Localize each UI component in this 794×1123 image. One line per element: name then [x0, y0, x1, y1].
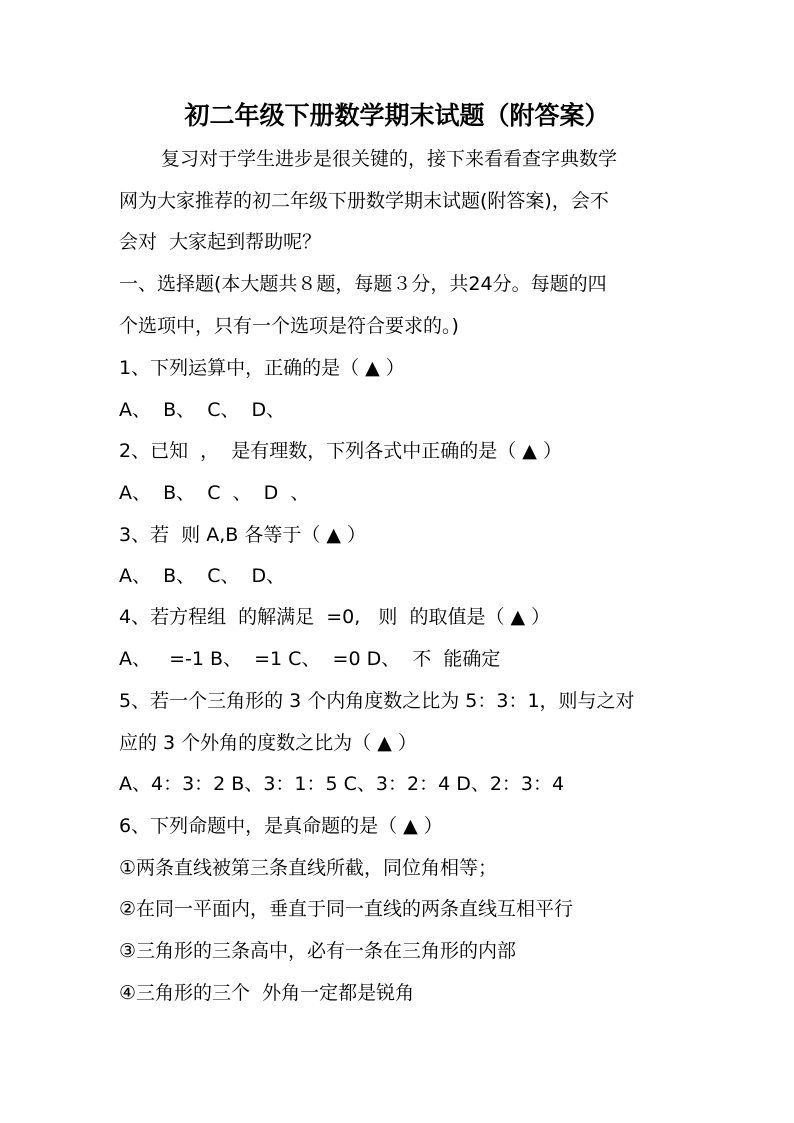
question-6-statement-1: ①两条直线被第三条直线所截，同位角相等； [119, 857, 498, 879]
section-heading-line-1: 一、选择题(本大题共８题，每题３分，共24分。每题的四 [119, 273, 607, 295]
question-6-statement-3: ③三角形的三条高中，必有一条在三角形的内部 [119, 940, 517, 962]
intro-line-3: 会对 大家起到帮助呢？ [119, 231, 322, 253]
question-5-stem-line-2: 应的 3 个外角的度数之比为（ ▲ ） [119, 732, 417, 754]
section-heading-line-2: 个选项中，只有一个选项是符合要求的。) [119, 315, 459, 337]
question-2-stem: 2、已知 ， 是有理数，下列各式中正确的是（ ▲ ） [119, 440, 562, 462]
question-6-statement-4: ④三角形的三个 外角一定都是锐角 [119, 982, 415, 1004]
intro-line-1: 复习对于学生进步是很关键的，接下来看看查字典数学 [161, 148, 618, 170]
document-title: 初二年级下册数学期末试题（附答案） [184, 101, 610, 130]
question-1-stem: 1、下列运算中，正确的是（ ▲ ） [119, 357, 405, 379]
question-2-options: A、 B、 C 、 D 、 [119, 482, 310, 504]
question-4-options: A、 =-1 B、 =1 C、 =0 D、 不 能确定 [119, 648, 501, 670]
question-6-statement-2: ②在同一平面内，垂直于同一直线的两条直线互相平行 [119, 898, 574, 920]
question-3-stem: 3、若 则 A,B 各等于（ ▲ ） [119, 524, 367, 546]
question-5-stem-line-1: 5、若一个三角形的 3 个内角度数之比为 5：3：1，则与之对 [119, 690, 635, 712]
intro-line-2: 网为大家推荐的初二年级下册数学期末试题(附答案)，会不 [119, 190, 609, 212]
question-6-stem: 6、下列命题中，是真命题的是（ ▲ ） [119, 815, 443, 837]
question-5-options: A、4：3：2 B、3：1：5 C、3：2：4 D、2：3：4 [119, 773, 565, 795]
question-1-options: A、 B、 C、 D、 [119, 399, 286, 421]
question-4-stem: 4、若方程组 的解满足 =0, 则 的取值是（ ▲ ） [119, 606, 551, 628]
question-3-options: A、 B、 C、 D、 [119, 565, 286, 587]
